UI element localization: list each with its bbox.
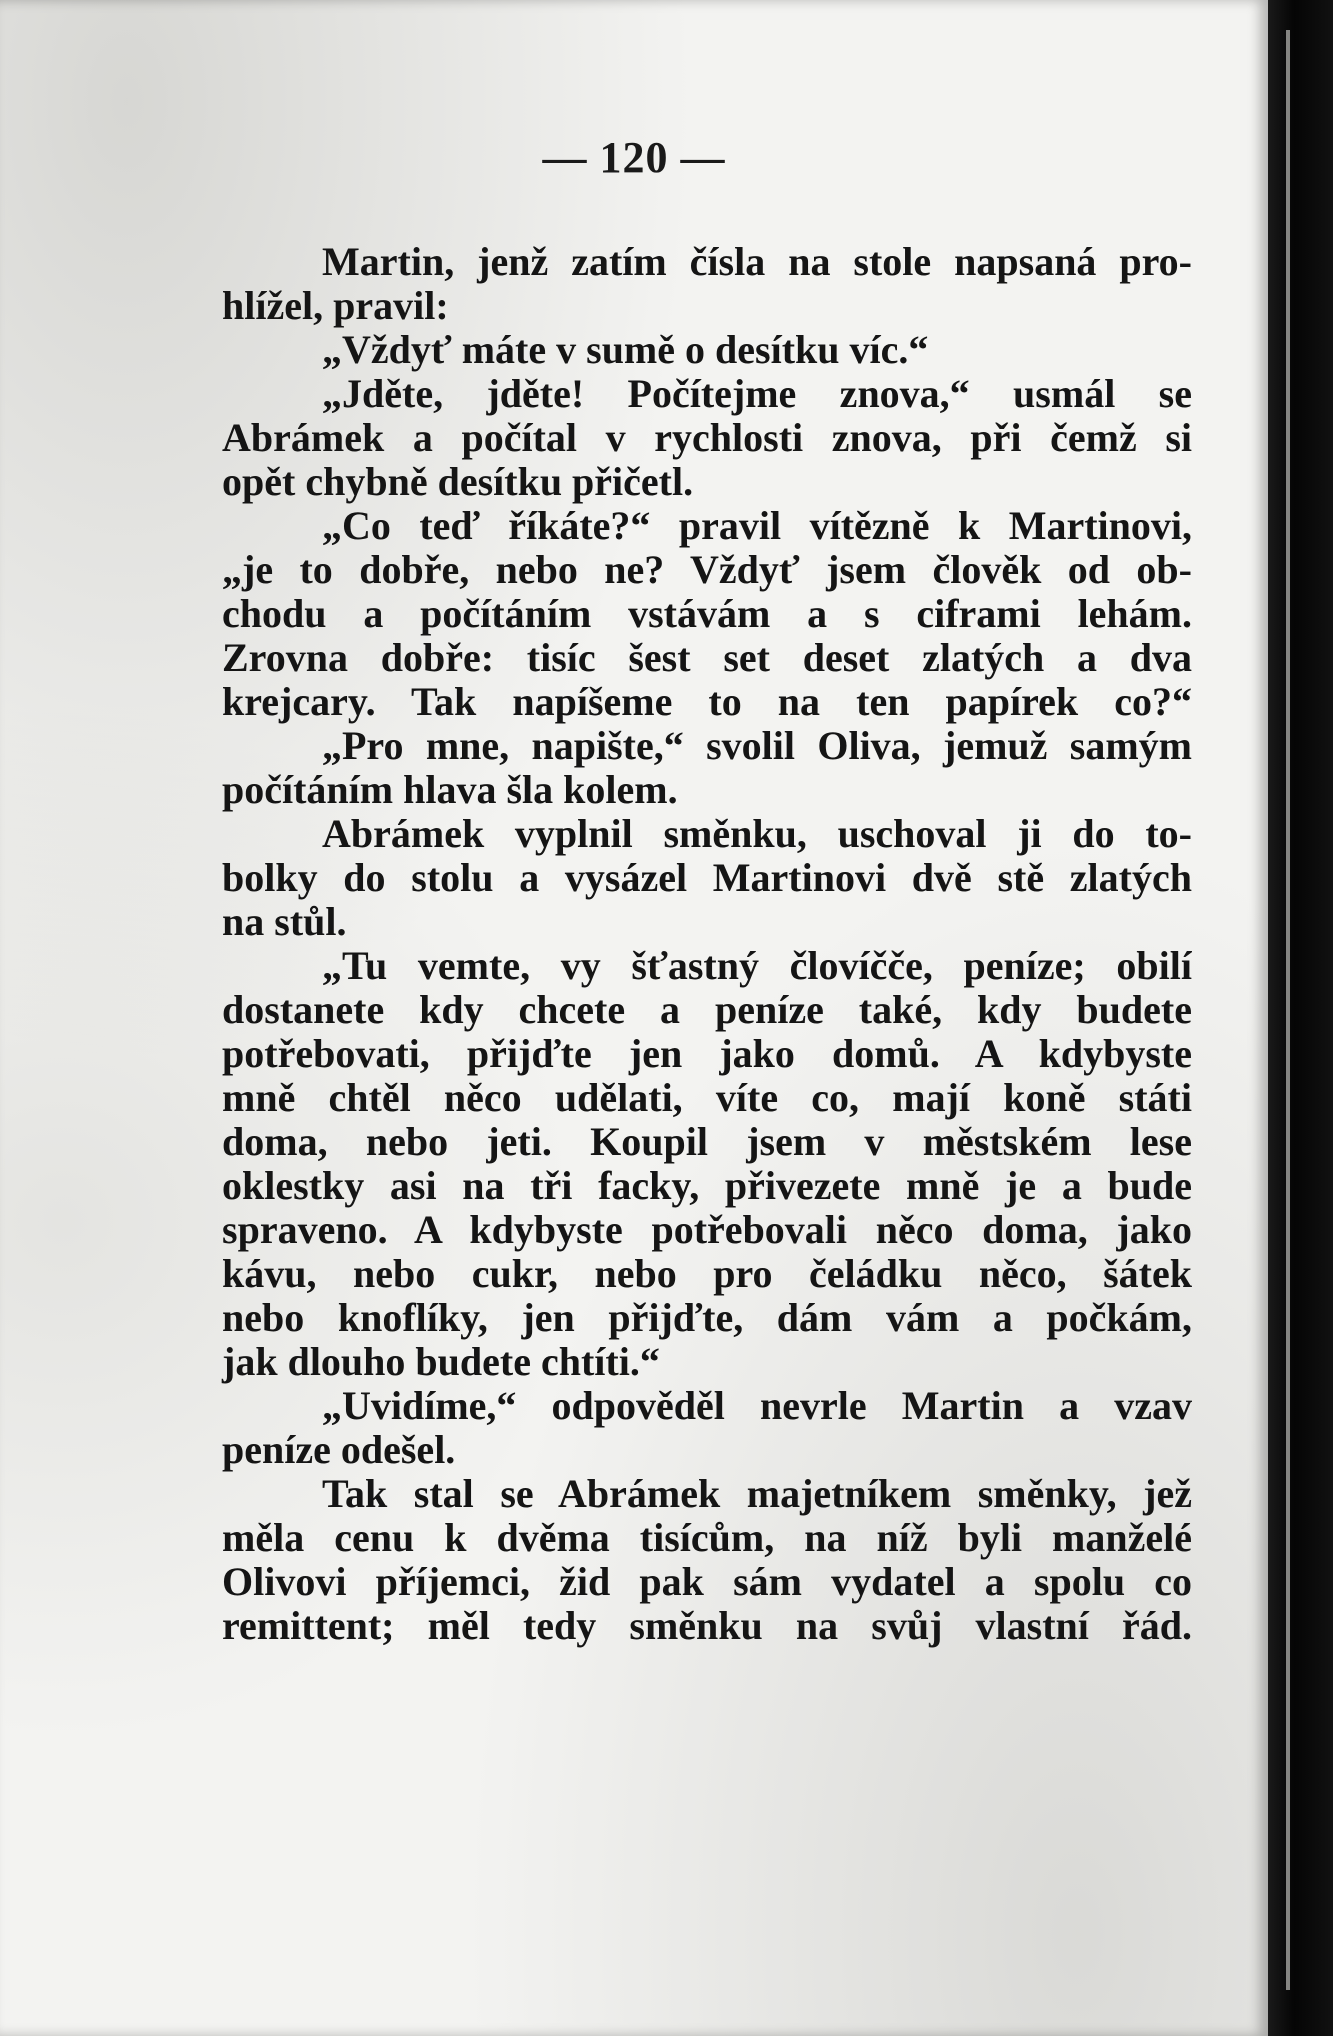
text-line: krejcary. Tak napíšeme to na ten papírek co?“ [222, 680, 1192, 724]
text-line: Abrámek vyplnil směnku, uschoval ji do to- [322, 812, 1192, 856]
text-line: opět chybně desítku přičetl. [222, 459, 694, 504]
text-line: „Jděte, jděte! Počítejme znova,“ usmál se [322, 372, 1192, 416]
text-line: bolky do stolu a vysázel Martinovi dvě stě zlatých [222, 856, 1192, 900]
text-line: „Tu vemte, vy šťastný človíčče, peníze; obilí [322, 944, 1192, 988]
text-line: měla cenu k dvěma tisícům, na níž byli manželé [222, 1516, 1192, 1560]
text-line: Tak stal se Abrámek majetníkem směnky, jež [322, 1472, 1192, 1516]
text-line: doma, nebo jeti. Koupil jsem v městském lese [222, 1120, 1192, 1164]
text-line: Martin, jenž zatím čísla na stole napsaná pro- [322, 240, 1192, 284]
text-line: Olivovi příjemci, žid pak sám vydatel a spolu co [222, 1560, 1192, 1604]
text-line: „Pro mne, napište,“ svolil Oliva, jemuž samým [322, 724, 1192, 768]
text-line: Zrovna dobře: tisíc šest set deset zlatých a dva [222, 636, 1192, 680]
text-line: „je to dobře, nebo ne? Vždyť jsem člověk od ob- [222, 548, 1192, 592]
text-line: na stůl. [222, 899, 347, 944]
text-line: jak dlouho budete chtíti.“ [222, 1339, 660, 1384]
text-line: kávu, nebo cukr, nebo pro čeládku něco, šátek [222, 1252, 1192, 1296]
book-spine [1268, 0, 1333, 2036]
page-number: — 120 — [542, 133, 726, 182]
text-line: potřebovati, přijďte jen jako domů. A kdybyste [222, 1032, 1192, 1076]
text-line: Abrámek a počítal v rychlosti znova, při čemž si [222, 416, 1192, 460]
text-line: remittent; měl tedy směnku na svůj vlastní řád. [222, 1604, 1192, 1648]
text-line: peníze odešel. [222, 1427, 456, 1472]
text-line: nebo knoflíky, jen přijďte, dám vám a počkám, [222, 1296, 1192, 1340]
page-edge [1286, 30, 1290, 1990]
text-line: oklestky asi na tři facky, přivezete mně je a bude [222, 1164, 1192, 1208]
text-line: hlížel, pravil: [222, 283, 449, 328]
text-line: „Co teď říkáte?“ pravil vítězně k Martinovi, [322, 504, 1192, 548]
text-line: dostanete kdy chcete a peníze také, kdy budete [222, 988, 1192, 1032]
text-line: „Uvidíme,“ odpověděl nevrle Martin a vzav [322, 1384, 1192, 1428]
text-line: počítáním hlava šla kolem. [222, 767, 678, 812]
text-line: „Vždyť máte v sumě o desítku víc.“ [322, 327, 929, 372]
text-line: chodu a počítáním vstávám a s ciframi lehám. [222, 592, 1192, 636]
text-line: spraveno. A kdybyste potřebovali něco doma, jako [222, 1208, 1192, 1252]
body-text [222, 240, 1192, 1648]
text-line: mně chtěl něco udělati, víte co, mají koně státi [222, 1076, 1192, 1120]
